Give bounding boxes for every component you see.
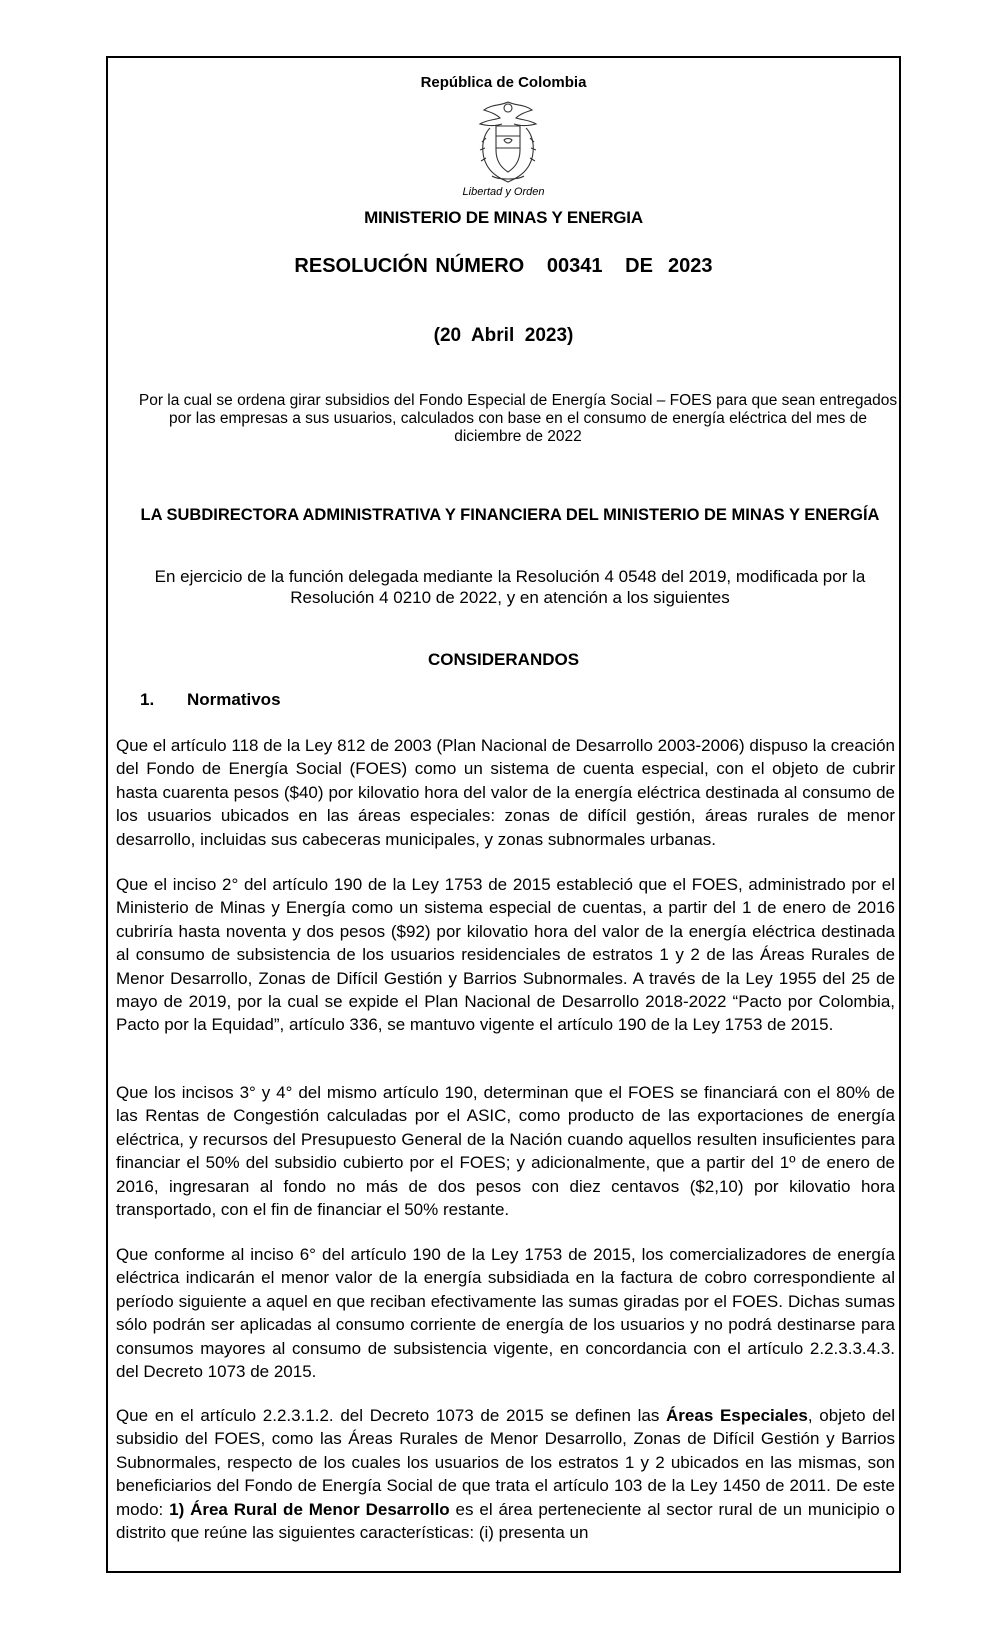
motto: Libertad y Orden — [462, 186, 545, 198]
section-number: 1. — [140, 690, 155, 709]
legal-basis: En ejercicio de la función delegada mediante la Resolución 4 0548 del 2019, modificada por la Resolución 4 0210 de 2022, y en atención a los siguientes — [154, 567, 866, 607]
paragraph-5-text-a: Que en el artículo 2.2.3.1.2. del Decreto 1073 de 2015 se definen las — [116, 1406, 667, 1425]
country-name: República de Colombia — [420, 74, 587, 91]
ministry-name: MINISTERIO DE MINAS Y ENERGIA — [364, 208, 643, 227]
paragraph-5-bold-rural: 1) Área Rural de Menor Desarrollo — [169, 1499, 450, 1519]
paragraph-3: Que los incisos 3° y 4° del mismo artículo 190, determinan que el FOES se financiará con el 80% de las Rentas de Congestión calculadas por el ASIC, como producto de las exportaciones de energía eléctrica, y recursos del Presupuesto General de la Nación cuando aquellos resulten insuficientes para financiar el 50% del subsidio cubierto por el FOES; y adicionalmente, que a partir del 1º de enero de 2016, ingresaran al fondo no más de dos pesos con diez centavos ($2,10) por kilovatio hora transportado, con el fin de financiar el 50% restante. — [116, 1083, 895, 1220]
section-heading — [140, 690, 281, 710]
paragraph-5-text-c: , objeto del subsidio del FOES, como las Áreas Rurales de Menor Desarrollo, Zonas de Difícil Gestión y Barrios Subnormales, respecto de los cuales los usuarios de los estratos 1 y 2 ubicados en las mismas, son beneficiarios del Fondo de Energía Social de que trata el artículo 103 de la Ley 1450 de 2011. De este modo: — [116, 1406, 895, 1519]
resolution-date: (20 Abril 2023) — [433, 325, 574, 346]
issuing-authority: LA SUBDIRECTORA ADMINISTRATIVA Y FINANCIERA DEL MINISTERIO DE MINAS Y ENERGÍA — [140, 506, 880, 524]
paragraph-2: Que el inciso 2° del artículo 190 de la Ley 1753 de 2015 estableció que el FOES, administrado por el Ministerio de Minas y Energía como un sistema especial de cuentas, a partir del 1 de enero de 2016 cubriría hasta noventa y dos pesos ($92) por kilovatio hora del valor de la energía eléctrica destinada al consumo de subsistencia de los usuarios residenciales de estratos 1 y 2 de las Áreas Rurales de Menor Desarrollo, Zonas de Difícil Gestión y Barrios Subnormales. A través de la Ley 1955 del 25 de mayo de 2019, por la cual se expide el Plan Nacional de Desarrollo 2018-2022 “Pacto por Colombia, Pacto por la Equidad”, artículo 336, se mantuvo vigente el artículo 190 de la Ley 1753 de 2015. — [116, 875, 895, 1035]
resolution-number: RESOLUCIÓN NÚMERO 00341 DE 2023 — [294, 255, 713, 277]
section-title: Normativos — [187, 690, 281, 709]
coat-of-arms-icon — [470, 98, 546, 190]
paragraph-4: Que conforme al inciso 6° del artículo 190 de la Ley 1753 de 2015, los comercializadores de energía eléctrica indicarán el menor valor de la energía subsidiada en la factura de cobro correspondiente al período siguiente a aquel en que reciban efectivamente las sumas giradas por el FOES. Dichas sumas sólo podrán ser aplicadas al consumo corriente de energía de los usuarios y no podrá destinarse para consumos mayores al consumo de subsistencia vigente, en concordancia con el artículo 2.2.3.3.4.3. del Decreto 1073 de 2015. — [116, 1245, 895, 1382]
paragraph-5-bold-areas: Áreas Especiales — [666, 1406, 808, 1425]
paragraph-5 — [116, 1404, 895, 1544]
resolution-summary: Por la cual se ordena girar subsidios del Fondo Especial de Energía Social – FOES para que sean entregados por las empresas a sus usuarios, calculados con base en el consumo de energía eléctrica del mes de diciembre de 2022 — [138, 392, 898, 445]
considerandos-heading: CONSIDERANDOS — [427, 650, 580, 669]
paragraph-1: Que el artículo 118 de la Ley 812 de 2003 (Plan Nacional de Desarrollo 2003-2006) dispuso la creación del Fondo de Energía Social (FOES) como un sistema de cuenta especial, con el objeto de cubrir hasta cuarenta pesos ($40) por kilovatio hora del valor de la energía eléctrica destinada al consumo de los usuarios ubicados en las áreas especiales: zonas de difícil gestión, áreas rurales de menor desarrollo, incluidas sus cabeceras municipales, y zonas subnormales urbanas. — [116, 736, 895, 849]
paragraph-5-text-e: es el área perteneciente al sector rural de un municipio o distrito que reúne las siguientes características: (i) presenta un — [116, 1499, 895, 1543]
